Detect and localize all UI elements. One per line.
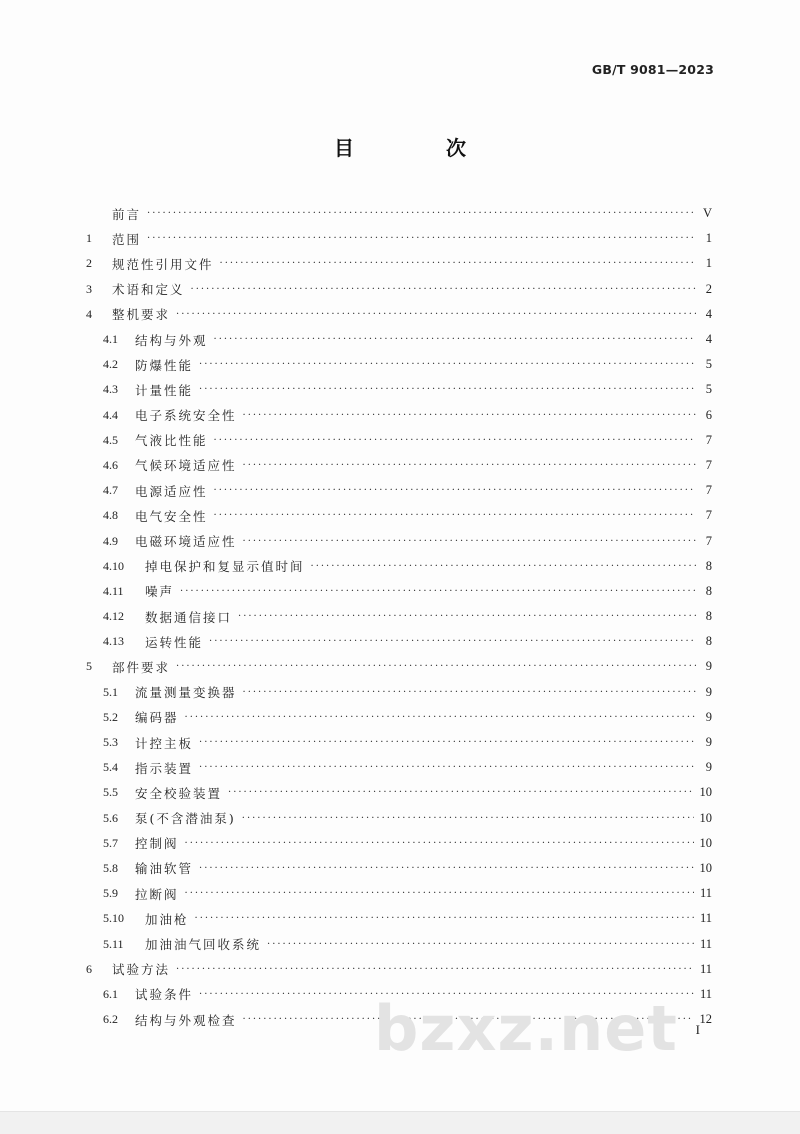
- toc-entry[interactable]: [86, 201, 712, 226]
- toc-dot-leader: [176, 309, 696, 320]
- toc-entry-number: 5.4: [103, 760, 118, 775]
- toc-entry-page-number: 9: [705, 684, 712, 699]
- toc-dot-leader: [214, 510, 696, 521]
- toc-entry[interactable]: [86, 528, 712, 553]
- toc-entry[interactable]: [86, 856, 712, 881]
- toc-entry-page-number: 8: [705, 609, 712, 624]
- toc-entry-page-number: 7: [705, 457, 712, 472]
- toc-entry-page-number: 4: [705, 332, 712, 347]
- toc-entry[interactable]: [86, 503, 712, 528]
- toc-entry-number: 4.4: [103, 407, 118, 422]
- toc-entry-number: 4.2: [103, 357, 118, 372]
- toc-entry[interactable]: [86, 806, 712, 831]
- toc-entry-page-number: 10: [699, 860, 712, 875]
- toc-entry-label: 加油油气回收系统: [145, 937, 262, 953]
- toc-entry-label: 拉断阀: [135, 886, 179, 902]
- toc-entry[interactable]: [86, 403, 712, 428]
- toc-dot-leader: [199, 737, 696, 748]
- toc-entry[interactable]: [86, 881, 712, 906]
- toc-entry-number: 3: [86, 281, 92, 296]
- toc-entry-label: 电源适应性: [135, 483, 208, 499]
- toc-entry-page-number: 1: [705, 231, 712, 246]
- toc-entry-page-number: 11: [699, 936, 712, 951]
- page-title: 目 次: [334, 136, 502, 160]
- toc-entry-number: 4.13: [103, 634, 124, 649]
- toc-entry[interactable]: [86, 629, 712, 654]
- toc-entry[interactable]: [86, 957, 712, 982]
- toc-entry-label: 气候环境适应性: [135, 458, 237, 474]
- page-folio: I: [695, 1022, 700, 1037]
- toc-entry-page-number: 10: [699, 835, 712, 850]
- toc-entry-page-number: 2: [705, 281, 712, 296]
- toc-dot-leader: [267, 939, 694, 950]
- toc-entry-number: 5.9: [103, 886, 118, 901]
- toc-entry[interactable]: [86, 453, 712, 478]
- toc-dot-leader: [209, 636, 696, 647]
- toc-entry-label: 加油枪: [145, 911, 189, 927]
- toc-entry[interactable]: [86, 831, 712, 856]
- toc-entry-number: 5.5: [103, 785, 118, 800]
- toc-dot-leader: [147, 233, 696, 244]
- toc-entry-label: 部件要求: [112, 659, 171, 675]
- toc-entry-label: 流量测量变换器: [135, 685, 237, 701]
- toc-dot-leader: [199, 762, 696, 773]
- toc-entry-label: 电气安全性: [135, 508, 208, 524]
- toc-entry-page-number: 12: [699, 1012, 712, 1027]
- toc-dot-leader: [176, 964, 694, 975]
- toc-entry-page-number: V: [702, 206, 712, 221]
- toc-entry-number: 4.7: [103, 483, 118, 498]
- toc-dot-leader: [199, 863, 693, 874]
- toc-entry-label: 计控主板: [135, 735, 194, 751]
- toc-dot-leader: [238, 611, 696, 622]
- toc-entry[interactable]: [86, 705, 712, 730]
- toc-dot-leader: [199, 384, 696, 395]
- toc-entry-label: 整机要求: [112, 307, 171, 323]
- toc-entry[interactable]: [86, 780, 712, 805]
- toc-entry-page-number: 9: [705, 709, 712, 724]
- toc-entry-page-number: 11: [699, 961, 712, 976]
- toc-entry-label: 术语和定义: [112, 282, 185, 298]
- toc-entry-label: 防爆性能: [135, 357, 194, 373]
- toc-entry-label: 运转性能: [145, 634, 204, 650]
- toc-entry-page-number: 4: [705, 306, 712, 321]
- toc-entry-page-number: 8: [705, 583, 712, 598]
- toc-entry-number: 4.6: [103, 457, 118, 472]
- toc-entry[interactable]: [86, 730, 712, 755]
- toc-entry-number: 5.11: [103, 936, 124, 951]
- toc-entry-label: 气液比性能: [135, 433, 208, 449]
- toc-entry[interactable]: [86, 680, 712, 705]
- toc-dot-leader: [180, 586, 696, 597]
- toc-entry-page-number: 11: [699, 886, 712, 901]
- toc-entry-page-number: 7: [705, 432, 712, 447]
- toc-entry[interactable]: [86, 478, 712, 503]
- toc-entry-number: 4.5: [103, 432, 118, 447]
- toc-dot-leader: [220, 258, 696, 269]
- table-of-contents: [86, 201, 712, 1032]
- toc-entry-number: 5.2: [103, 709, 118, 724]
- toc-entry[interactable]: [86, 277, 712, 302]
- toc-entry-number: 4.12: [103, 609, 124, 624]
- toc-entry[interactable]: [86, 251, 712, 276]
- toc-entry-number: 4.11: [103, 583, 124, 598]
- toc-entry[interactable]: [86, 604, 712, 629]
- toc-entry[interactable]: [86, 931, 712, 956]
- toc-entry[interactable]: [86, 327, 712, 352]
- toc-entry-label: 电磁环境适应性: [135, 534, 237, 550]
- toc-dot-leader: [185, 712, 696, 723]
- toc-entry-page-number: 8: [705, 558, 712, 573]
- toc-entry-label: 前言: [112, 206, 142, 222]
- toc-entry-label: 编码器: [135, 710, 179, 726]
- toc-dot-leader: [185, 838, 694, 849]
- toc-dot-leader: [199, 359, 696, 370]
- toc-entry-label: 泵(不含潜油泵): [135, 811, 236, 827]
- toc-entry-label: 结构与外观: [135, 332, 208, 348]
- toc-entry-page-number: 10: [699, 810, 712, 825]
- toc-entry-number: 6: [86, 961, 92, 976]
- toc-entry-page-number: 5: [705, 357, 712, 372]
- toc-dot-leader: [228, 787, 693, 798]
- toc-entry-number: 5: [86, 659, 92, 674]
- toc-entry[interactable]: [86, 579, 712, 604]
- toc-entry-label: 规范性引用文件: [112, 256, 214, 272]
- toc-dot-leader: [147, 208, 696, 219]
- toc-entry-number: 4.3: [103, 382, 118, 397]
- toc-entry[interactable]: [86, 654, 712, 679]
- standard-code: GB/T 9081—2023: [591, 62, 714, 77]
- toc-entry[interactable]: [86, 302, 712, 327]
- toc-entry-label: 控制阀: [135, 836, 179, 852]
- toc-entry-page-number: 8: [705, 634, 712, 649]
- toc-entry-number: 1: [86, 231, 92, 246]
- toc-entry-number: 5.7: [103, 835, 118, 850]
- toc-entry-label: 噪声: [145, 584, 175, 600]
- toc-entry-page-number: 5: [705, 382, 712, 397]
- toc-entry-label: 试验方法: [112, 962, 171, 978]
- toc-entry-number: 5.8: [103, 860, 118, 875]
- toc-dot-leader: [191, 284, 696, 295]
- toc-entry-number: 5.10: [103, 911, 124, 926]
- toc-dot-leader: [243, 536, 696, 547]
- toc-dot-leader: [185, 888, 694, 899]
- toc-entry-label: 数据通信接口: [145, 609, 233, 625]
- toc-entry-number: 4.8: [103, 508, 118, 523]
- toc-entry-number: 4.9: [103, 533, 118, 548]
- toc-entry-number: 5.6: [103, 810, 118, 825]
- toc-entry-page-number: 11: [699, 986, 712, 1001]
- toc-entry-page-number: 9: [705, 735, 712, 750]
- toc-entry-label: 计量性能: [135, 382, 194, 398]
- toc-entry-number: 6.2: [103, 1012, 118, 1027]
- toc-entry-label: 结构与外观检查: [135, 1012, 237, 1028]
- toc-entry[interactable]: [86, 352, 712, 377]
- toc-entry-number: 6.1: [103, 986, 118, 1001]
- toc-entry-page-number: 1: [705, 256, 712, 271]
- toc-entry-number: 4: [86, 306, 92, 321]
- toc-entry-number: 4.10: [103, 558, 124, 573]
- toc-dot-leader: [195, 913, 694, 924]
- watermark: bzxz.net: [374, 992, 678, 1065]
- toc-dot-leader: [176, 661, 696, 672]
- toc-entry[interactable]: [86, 428, 712, 453]
- page-bottom-strip: [0, 1111, 800, 1134]
- toc-entry-label: 指示装置: [135, 760, 194, 776]
- toc-dot-leader: [243, 410, 696, 421]
- toc-entry[interactable]: [86, 755, 712, 780]
- toc-entry-label: 安全校验装置: [135, 785, 223, 801]
- toc-entry[interactable]: [86, 377, 712, 402]
- toc-dot-leader: [214, 334, 696, 345]
- toc-dot-leader: [242, 813, 694, 824]
- toc-entry-page-number: 6: [705, 407, 712, 422]
- toc-entry-label: 试验条件: [135, 987, 194, 1003]
- toc-dot-leader: [243, 460, 696, 471]
- toc-entry[interactable]: [86, 226, 712, 251]
- toc-dot-leader: [311, 561, 696, 572]
- toc-entry-number: 2: [86, 256, 92, 271]
- toc-entry-number: 4.1: [103, 332, 118, 347]
- toc-entry[interactable]: [86, 906, 712, 931]
- toc-entry-page-number: 7: [705, 533, 712, 548]
- toc-dot-leader: [243, 687, 696, 698]
- toc-entry-number: 5.3: [103, 735, 118, 750]
- toc-entry-label: 掉电保护和复显示值时间: [145, 559, 305, 575]
- toc-entry-label: 电子系统安全性: [135, 408, 237, 424]
- toc-entry[interactable]: [86, 554, 712, 579]
- toc-entry-page-number: 7: [705, 483, 712, 498]
- toc-dot-leader: [214, 435, 696, 446]
- toc-entry-page-number: 9: [705, 760, 712, 775]
- toc-entry-page-number: 11: [699, 911, 712, 926]
- toc-entry-page-number: 9: [705, 659, 712, 674]
- toc-entry-page-number: 7: [705, 508, 712, 523]
- toc-dot-leader: [214, 485, 696, 496]
- toc-entry-page-number: 10: [699, 785, 712, 800]
- toc-entry-number: 5.1: [103, 684, 118, 699]
- toc-entry-label: 范围: [112, 231, 142, 247]
- toc-entry-label: 输油软管: [135, 861, 194, 877]
